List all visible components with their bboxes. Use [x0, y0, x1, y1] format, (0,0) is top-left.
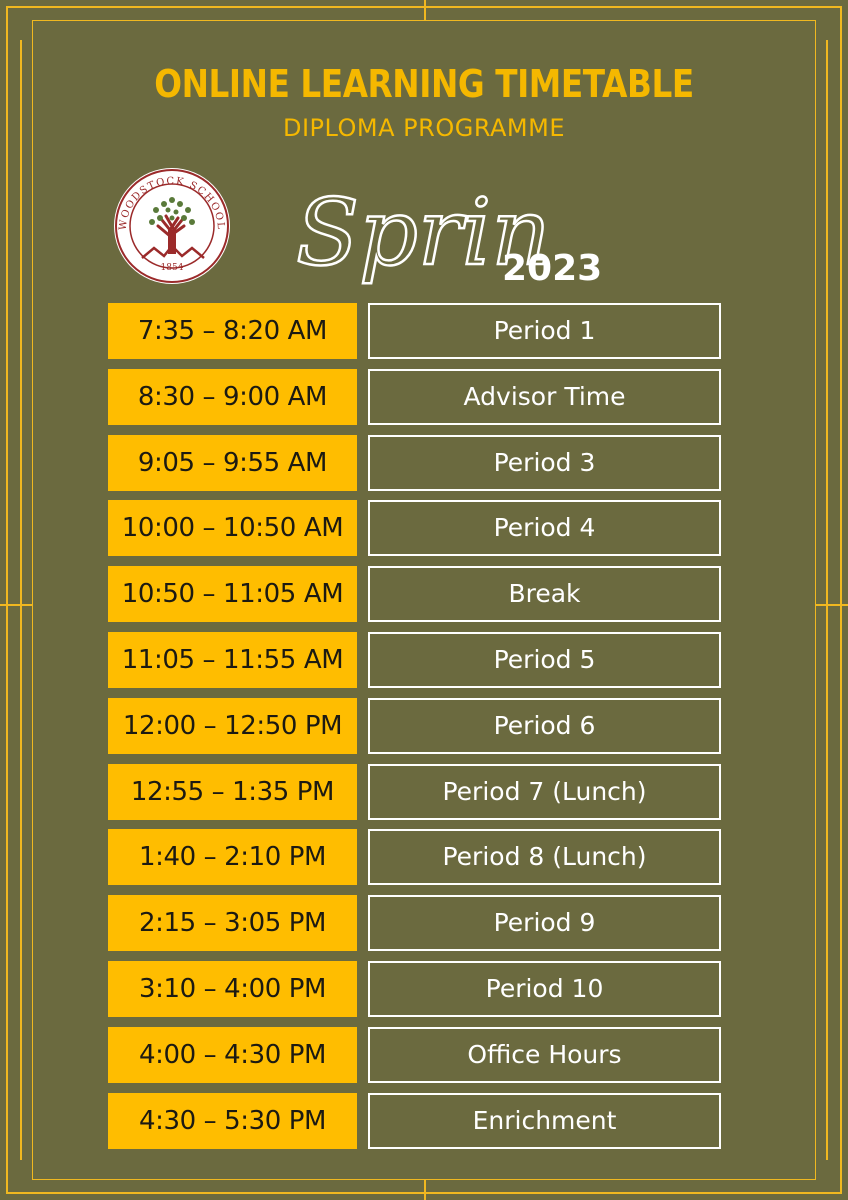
season-label: Sprin	[296, 179, 546, 286]
time-cell: 4:00 – 4:30 PM	[108, 1027, 357, 1083]
schedule-row	[108, 1027, 722, 1083]
time-cell: 3:10 – 4:00 PM	[108, 961, 357, 1017]
activity-cell: Period 7 (Lunch)	[368, 764, 721, 820]
border-tick	[816, 604, 848, 606]
schedule-row	[108, 895, 722, 951]
time-cell: 10:50 – 11:05 AM	[108, 566, 357, 622]
schedule-table	[108, 303, 722, 1158]
border-tick	[424, 1180, 426, 1200]
activity-cell: Break	[368, 566, 721, 622]
schedule-row	[108, 566, 722, 622]
activity-cell: Period 4	[368, 500, 721, 556]
year-label: 2023	[502, 248, 603, 289]
time-cell: 2:15 – 3:05 PM	[108, 895, 357, 951]
page-subtitle: DIPLOMA PROGRAMME	[282, 114, 566, 142]
school-logo	[112, 166, 232, 286]
schedule-row	[108, 369, 722, 425]
activity-cell: Advisor Time	[368, 369, 721, 425]
time-cell: 12:55 – 1:35 PM	[108, 764, 357, 820]
page-title: ONLINE LEARNING TIMETABLE	[154, 62, 694, 106]
border-tick	[826, 40, 828, 1160]
schedule-row	[108, 829, 722, 885]
time-cell: 11:05 – 11:55 AM	[108, 632, 357, 688]
border-tick	[424, 0, 426, 20]
time-cell: 12:00 – 12:50 PM	[108, 698, 357, 754]
activity-cell: Period 10	[368, 961, 721, 1017]
time-cell: 10:00 – 10:50 AM	[108, 500, 357, 556]
schedule-row	[108, 435, 722, 491]
schedule-row	[108, 303, 722, 359]
schedule-row	[108, 764, 722, 820]
activity-cell: Period 3	[368, 435, 721, 491]
activity-cell: Period 1	[368, 303, 721, 359]
schedule-row	[108, 698, 722, 754]
schedule-row	[108, 1093, 722, 1149]
time-cell: 4:30 – 5:30 PM	[108, 1093, 357, 1149]
logo-year: 1854	[160, 263, 184, 273]
time-cell: 7:35 – 8:20 AM	[108, 303, 357, 359]
border-tick	[0, 604, 32, 606]
schedule-row	[108, 961, 722, 1017]
time-cell: 1:40 – 2:10 PM	[108, 829, 357, 885]
logo-school-name: WOODSTOCK SCHOOL	[117, 175, 227, 231]
time-cell: 9:05 – 9:55 AM	[108, 435, 357, 491]
activity-cell: Period 8 (Lunch)	[368, 829, 721, 885]
time-cell: 8:30 – 9:00 AM	[108, 369, 357, 425]
activity-cell: Enrichment	[368, 1093, 721, 1149]
schedule-row	[108, 632, 722, 688]
activity-cell: Period 9	[368, 895, 721, 951]
border-tick	[20, 40, 22, 1160]
activity-cell: Period 5	[368, 632, 721, 688]
activity-cell: Period 6	[368, 698, 721, 754]
activity-cell: Office Hours	[368, 1027, 721, 1083]
school-crest-icon	[112, 166, 232, 286]
schedule-row	[108, 500, 722, 556]
